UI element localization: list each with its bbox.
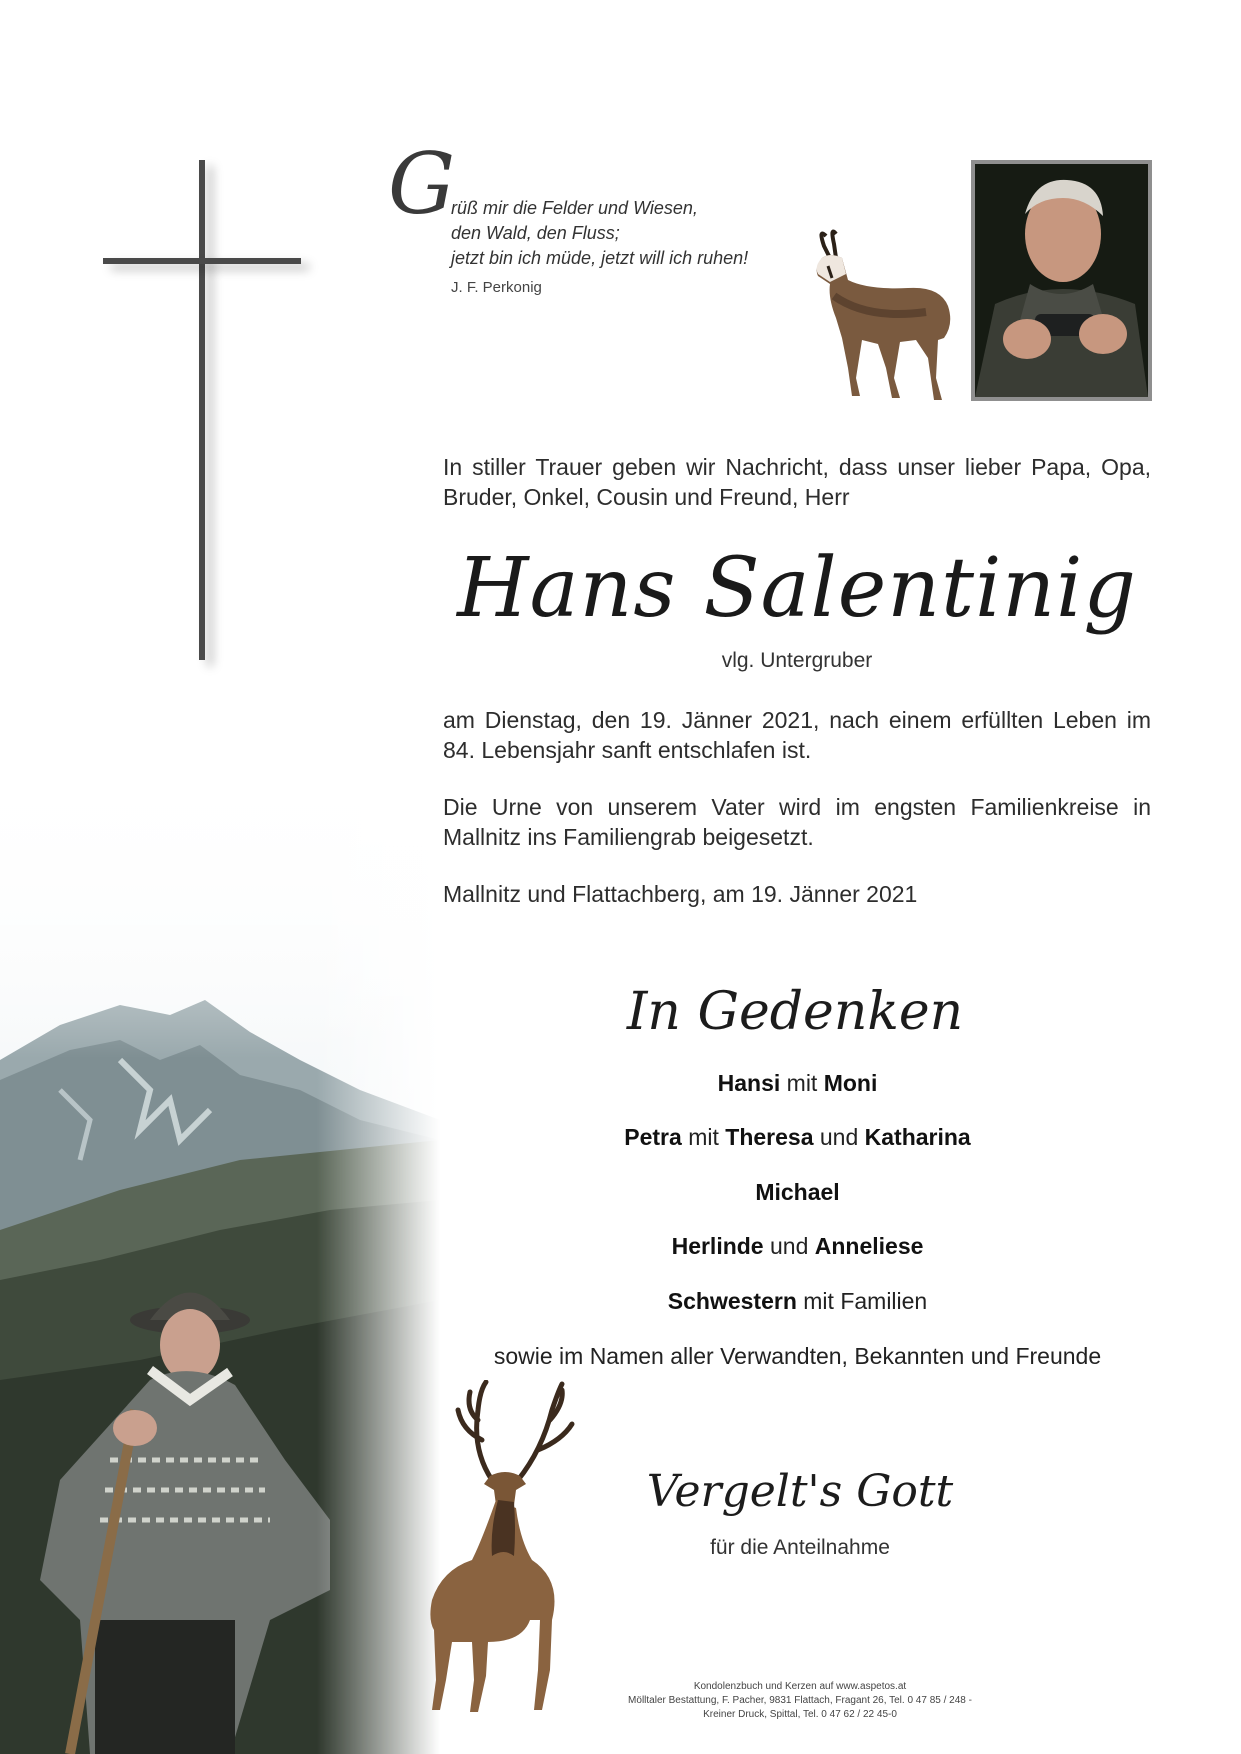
thanks-subline: für die Anteilnahme bbox=[710, 1536, 890, 1559]
mourner-connector: sowie im Namen aller Verwandten, Bekannten und Freunde bbox=[493, 1343, 1102, 1369]
thanks-heading: Vergelt's Gott bbox=[646, 1466, 954, 1517]
announcement-intro: In stiller Trauer geben wir Nachricht, dass unser lieber Papa, Opa, Bruder, Onkel, Cousin und Freund, Herr bbox=[443, 454, 1151, 510]
mourner-connector: und bbox=[813, 1124, 865, 1150]
mountain-landscape-photo bbox=[0, 760, 440, 1754]
mourner-connector: mit bbox=[780, 1070, 824, 1096]
footer-line: Kondolenzbuch und Kerzen auf www.aspetos.at bbox=[693, 1681, 907, 1692]
cross-icon-horizontal-bar bbox=[103, 258, 301, 264]
mourner-name: Anneliese bbox=[814, 1233, 924, 1259]
poem-initial: G bbox=[388, 135, 456, 233]
mourner-line bbox=[430, 1343, 1165, 1370]
mourner-line bbox=[430, 1233, 1165, 1260]
poem-line: den Wald, den Fluss; bbox=[451, 223, 620, 243]
cross-icon-vertical-bar bbox=[199, 160, 205, 660]
mourner-connector: und bbox=[763, 1233, 815, 1259]
burial-notice: Die Urne von unserem Vater wird im engsten Familienkreise in Mallnitz ins Familiengrab beigesetzt. bbox=[443, 794, 1151, 850]
mourner-line bbox=[430, 1288, 1165, 1315]
mourner-name: Herlinde bbox=[671, 1233, 764, 1259]
mourner-name: Petra bbox=[624, 1124, 682, 1150]
deceased-name: Hans Salentinig bbox=[457, 541, 1137, 636]
mourner-line bbox=[430, 1179, 1165, 1206]
poem-author: J. F. Perkonig bbox=[451, 279, 542, 296]
death-notice: am Dienstag, den 19. Jänner 2021, nach einem erfüllten Leben im 84. Lebensjahr sanft entschlafen ist. bbox=[443, 707, 1151, 763]
mourner-name: Michael bbox=[755, 1179, 840, 1205]
footer-line: Mölltaler Bestattung, F. Pacher, 9831 Flattach, Fragant 26, Tel. 0 47 85 / 248 - bbox=[628, 1695, 972, 1706]
mourner-name: Schwestern bbox=[667, 1288, 797, 1314]
mourner-line bbox=[430, 1070, 1165, 1097]
place-date: Mallnitz und Flattachberg, am 19. Jänner 2021 bbox=[443, 881, 918, 907]
deceased-vulgo: vlg. Untergruber bbox=[721, 649, 873, 672]
footer bbox=[580, 1680, 1020, 1722]
memorial-heading: In Gedenken bbox=[626, 982, 964, 1042]
poem-line: rüß mir die Felder und Wiesen, bbox=[451, 198, 698, 218]
mourner-line bbox=[430, 1124, 1165, 1151]
mourner-name: Hansi bbox=[717, 1070, 781, 1096]
footer-line: Kreiner Druck, Spittal, Tel. 0 47 62 / 22 45-0 bbox=[703, 1709, 897, 1720]
mourner-connector: mit bbox=[681, 1124, 726, 1150]
mourner-name: Katharina bbox=[864, 1124, 971, 1150]
chamois-illustration bbox=[808, 228, 958, 403]
mourner-name: Moni bbox=[823, 1070, 878, 1096]
poem-line: jetzt bin ich müde, jetzt will ich ruhen! bbox=[451, 248, 749, 268]
mourner-connector: mit Familien bbox=[796, 1288, 928, 1314]
mourner-name: Theresa bbox=[725, 1124, 814, 1150]
portrait-photo bbox=[971, 160, 1152, 401]
stag-illustration bbox=[412, 1380, 597, 1720]
poem-text bbox=[451, 196, 748, 271]
